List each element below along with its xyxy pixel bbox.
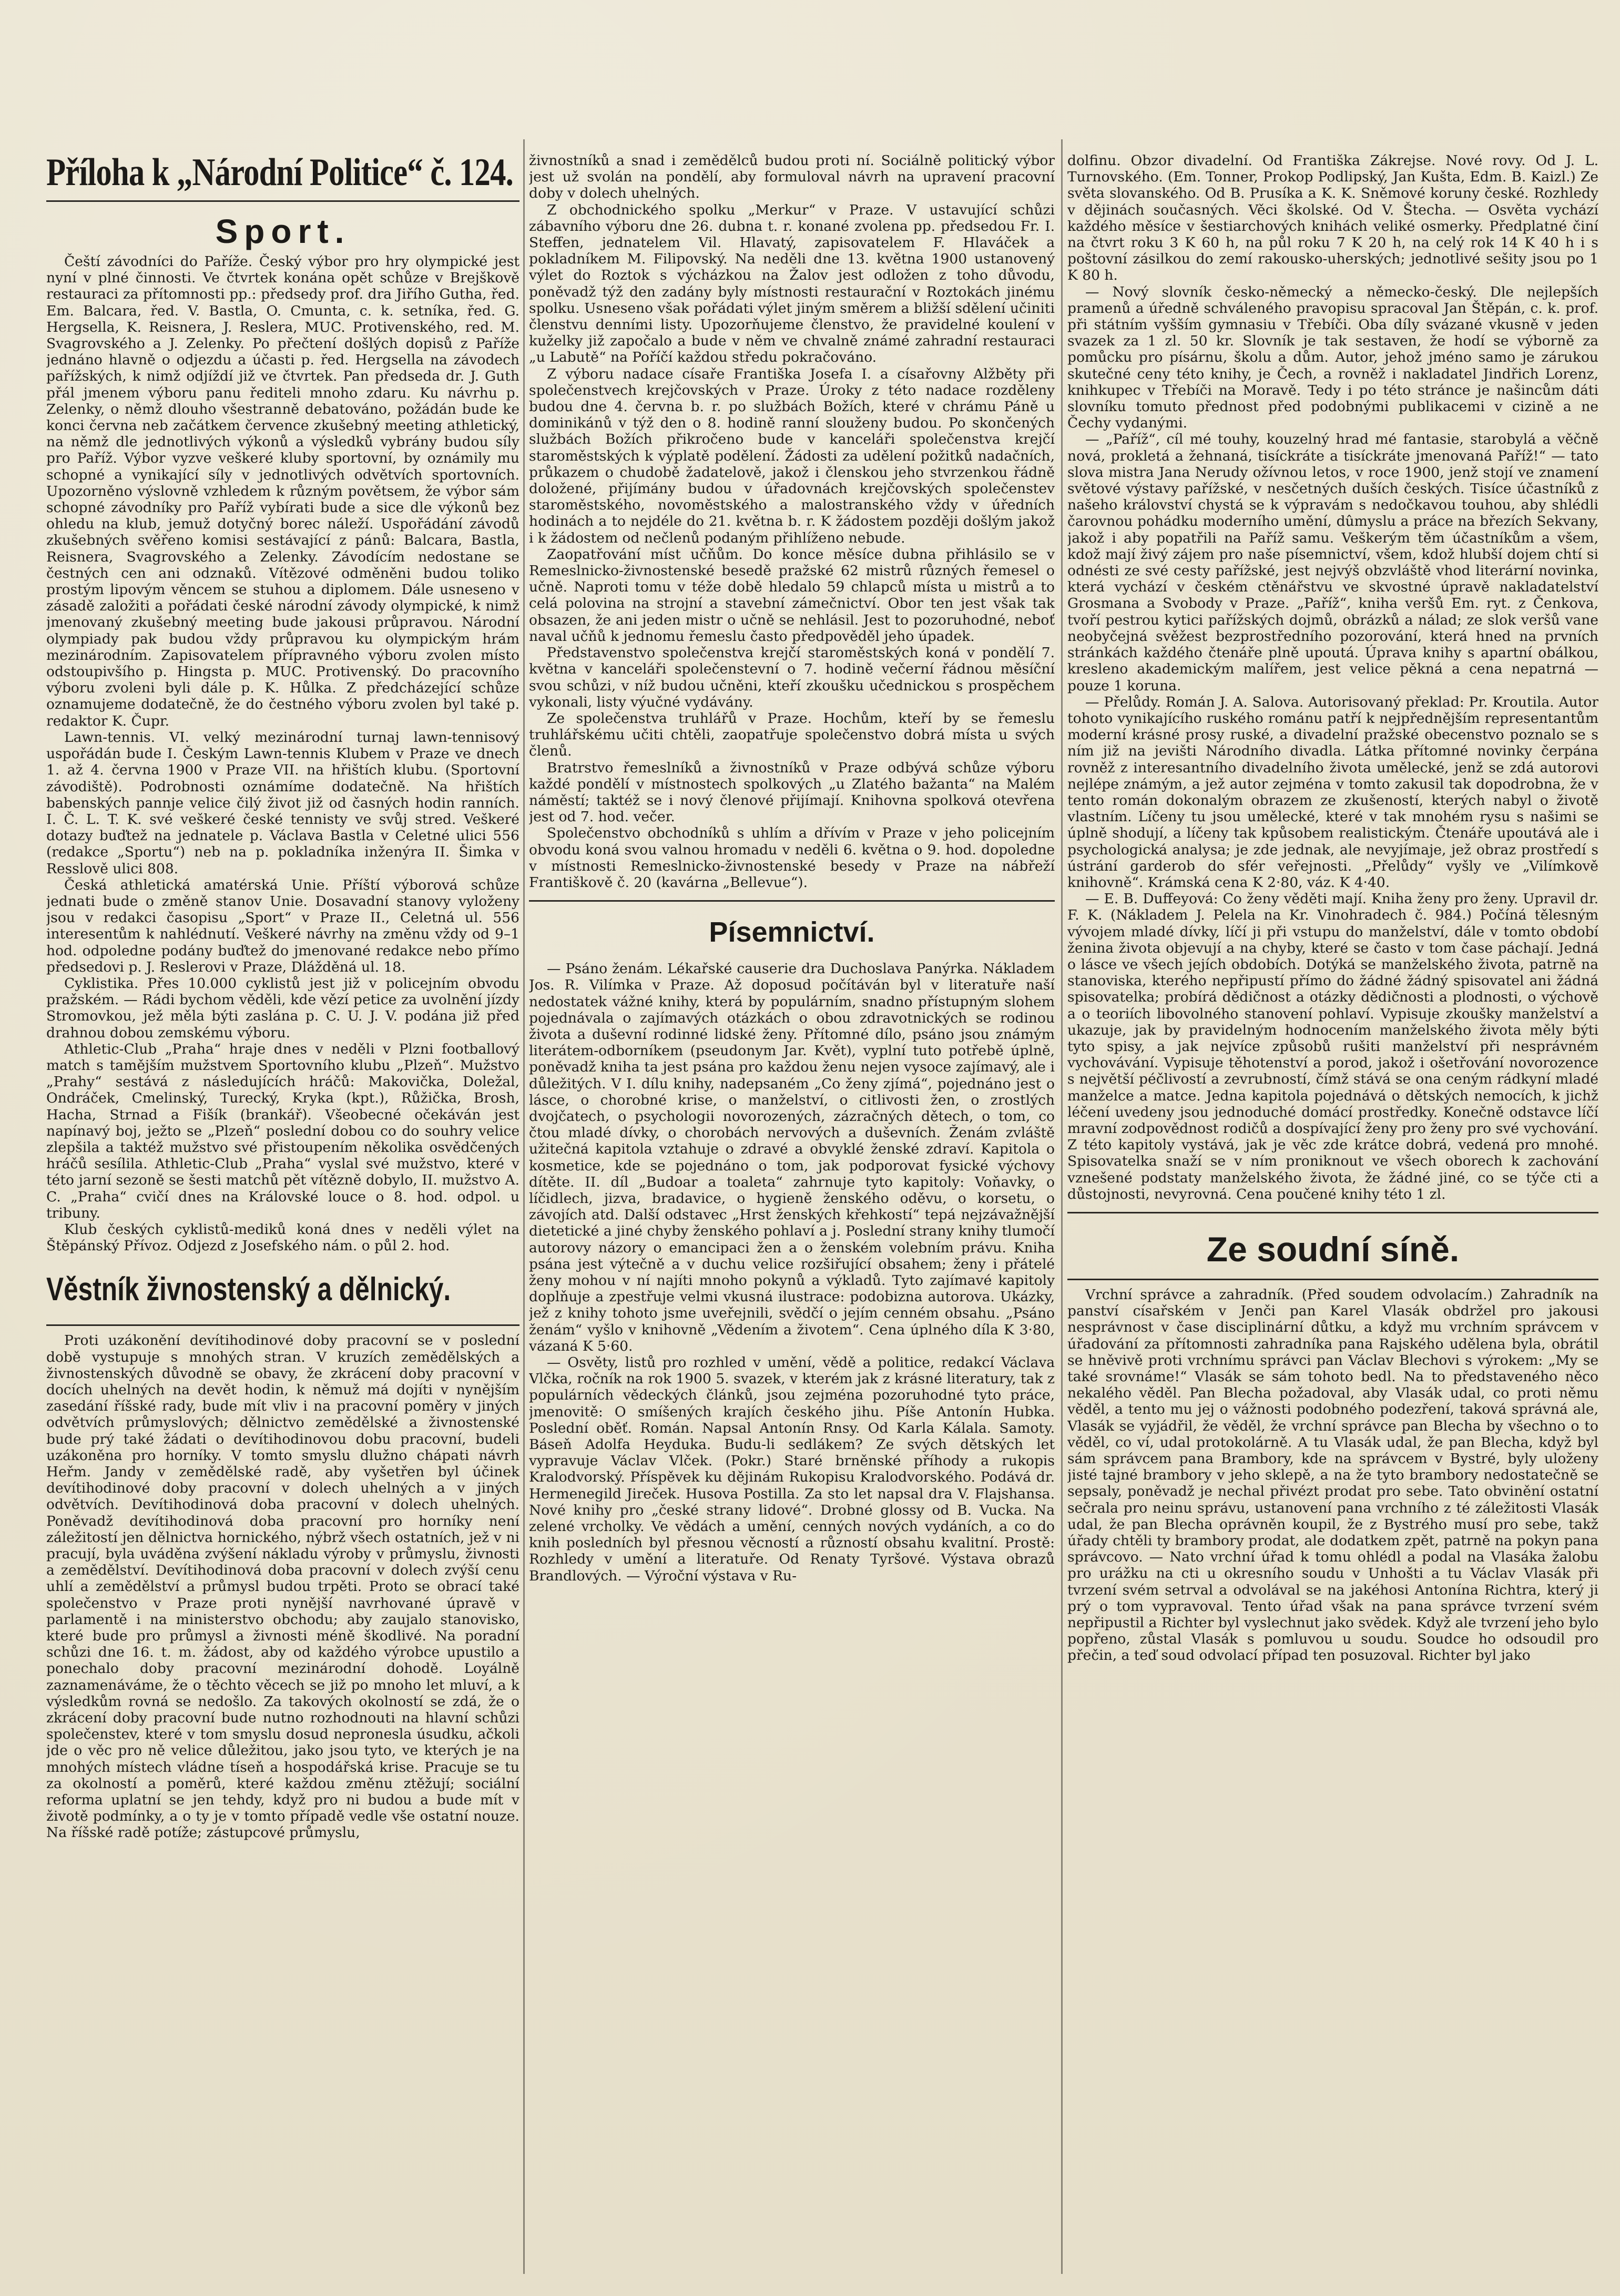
article-paragraph: Z výboru nadace císaře Františka Josefa I. a císařovny Alžběty při společenstvech krejčovských v Praze. Úroky z této nadace rozděleny budou dne 4. června b. r. po službách Božích, které v chrámu Páně u dominikánů v týž den o 8. hodině ranní slouženy budou. Po skončených službách Božích přikročeno bude v kanceláři společenstva krejčí staroměstských k výplatě podělení. Žádosti za udělení požitků nadačních, průkazem o chudobě žadatelově, jakož i členskou jeho stvrzenkou řádně doložené, přijímány budou v úřadovnách krejčovských společenstev staroměstského, novoměstského a malostranského vždy v úředních hodinách a to nejdéle do 21. května b. r. K žádostem později došlým jakož i k žádostem od nečlenů podaným přihlíženo nebude.: [529, 365, 1055, 546]
column-top-space: [1067, 0, 1598, 152]
title-rule: [1067, 1212, 1598, 1213]
vestnik-articles: [46, 1332, 519, 1841]
section-title-vestnik: Věstník živnostenský a dělnický.: [46, 1271, 451, 1308]
article-paragraph: — „Paříž“, cíl mé touhy, kouzelný hrad mé fantasie, starobylá a věčně nová, prokletá a žehnaná, tisíckráte a tisíckráte jmenovaná Paříž!“ — tato slova mistra Jana Nerudy ožívnou letos, v roce 1900, jenž stojí ve znamení světové výstavy pařížské, v nesčetných duších českých. Tisíce účastníků z našeho království chystá se k výpravám s nedočkavou touhou, aby shlédli čarovnou pohádku moderního umění, dûmyslu a práce na březích Sekvany, jakož i aby popatřili na Paříž samu. Veškerým těm účastníkům a všem, kdož mají živý zájem pro naše písemnictví, všem, kdož hlubší dojem chtí si odnésti ze své cesty pařížské, jest nejvýš obzvláště vhod literární novinka, která vychází v českém ctěnářstvu ve skvostné úpravě nakladatelství Grosmana a Svobody v Praze. „Paříž“, kniha veršů Em. ryt. z Čenkova, tvoří pestrou kytici pařížských dojmů, obrázků a nálad; ze slok veršů vane neobyčejná svěžest bezprostředního pozorování, která hned na prvních stránkách každého čtenáře plně upoutá. Úprava knihy s apartní obálkou, kresleno akademickým malířem, jest velice pěkná a cena nepatrná — pouze 1 koruna.: [1067, 431, 1598, 694]
article-paragraph: Z obchodnického spolku „Merkur“ v Praze. V ustavující schůzi zábavního výboru dne 26. dubna t. r. konané zvolena pp. předsedou Fr. I. Steffen, jednatelem Vil. Hlavatý, zapisovatelem F. Hlaváček a pokladníkem M. Filipovský. Na neděli dne 13. května 1900 ustanovený výlet do Roztok s výcházkou na Žalov jest odložen z toho důvodu, poněvadž týž den zadány byly místnosti restaurační v Roztokách jinému spolku. Usneseno však pořádati výlet jiným směrem a bližší sdělení učiniti členstvu denními listy. Upozorňujeme členstvo, že pravidelné koulení v kuželky již započalo a bude v něm ve chvalně známé zahradní restauraci „u Labutě“ na Poříčí každou středu pokračováno.: [529, 201, 1055, 366]
article-paragraph: dolfinu. Obzor divadelní. Od Františka Zákrejse. Nové rovy. Od J. L. Turnovského. (Em. Tonner, Prokop Podlipský, Jan Kušta, Edm. B. Kaizl.) Ze světa slovanského. Od B. Prusíka a K. K. Sněmové koruny české. Rozhledy v dějinách současných. Věci školské. Od V. Štecha. — Osvěta vychází každého měsíce v šestiarchových knihách veliké osmerky. Předplatné činí na čtvrt roku 3 K 60 h, na půl roku 7 K 20 h, na celý rok 14 K 40 h i s poštovní zásilkou do zemí rakousko-uherských; jednotlivé sešity jsou po 1 K 80 h.: [1067, 152, 1598, 284]
sport-articles: [46, 253, 519, 1254]
article-paragraph: Vrchní správce a zahradník. (Před soudem odvolacím.) Zahradník na panství císařském v Jenči pan Karel Vlasák obdržel pro jakousi nesprávnost v čase disciplinární důtku, a když mu vrchním správcem v úřadování za přítomnosti zahradníka pana Rajského udělena byla, obrátil se hněvivě proti vrchnímu správci pan Václav Blechovi s výrokem: „My se také srovnáme!“ Vlasák se sám tohoto bedl. Na to představeného něco nekalého věděl. Pan Blecha požadoval, aby Vlasák udal, co proti němu věděl, a tento mu jej o vážnosti podobného podezření, taková správná ale, Vlasák se vyjádřil, že věděl, že vrchní správce pan Blecha by všechno o to věděl, co ví, udal protokolárně. A tu Vlasák udal, že pan Blecha, když byl sám správcem pana Brambory, kde na správcem v Bystré, byly uloženy jisté tajné brambory v jeho sklepě, a na že tyto brambory nedostatečně se sepsaly, poněvadž je nechal přivézt prodat pro sebe. Tato obvinění ostatní sečrala pro neinu správu, ustanovení pana vrchního z té záležitosti Vlasák udal, že pan Blecha oprávněn koupil, že z Bystrého musí pro sebe, takž úřady chtěli ty brambory prodat, ale dodatkem zpět, patrně na pokyn pana správcovo. — Nato vrchní úřad k tomu ohlédl a podal na Vlasáka žalobu pro urážku na cti u okresního soudu v Unhošti a tu Václav Vlasák při tvrzení svém setrval a odvolával se na jakéhosi Antonína Richtra, který ji prý o tom vypravoval. Tento úřad však na pana správce tvrzení svém nepřipustil a Richter byl vyslechnut jako svědek. Když ale tvrzení jeho bylo popřeno, zůstal Vlasák s pomluvou u soudu. Soudce ho odsoudil pro přečin, a teď soud odvolací případ ten posuzoval. Richter byl jako: [1067, 1287, 1598, 1664]
article-paragraph: živnostníků a snad i zemědělců budou proti ní. Sociálně politický výbor jest už svolán na pondělí, aby formuloval návrh na upravení pracovní doby v dolech uhelných.: [529, 152, 1055, 202]
column-divider: [1061, 139, 1063, 2274]
article-paragraph: Klub českých cyklistů-mediků koná dnes v neděli výlet na Štěpánský Přívoz. Odjezd z Josefského nám. o půl 2. hod.: [46, 1221, 519, 1254]
article-paragraph: — E. B. Duffeyová: Co ženy věděti mají. Kniha ženy pro ženy. Upravil dr. F. K. (Nákladem J. Pelela na Kr. Vinohradech č. 984.) Počíná tělesným vývojem mladé dívky, líčí ji při vstupu do manželství, dále v tomto období ženina života objevují a na chyby, které se často v tom čase páchají. Jedná o lásce ve všech jejích obdobích. Dotýká se manželského života, patrně na stanoviska, kterého nepřipustí přímo do žádné žádný spisovatel ani žádná spisovatelka; probírá dědičnost a otázky dědičnosti a plodnosti, o výchově a o teoriích libovolného stanovení pohlaví. Vypisuje zkoušky manželství a ukazuje, jak by pravidelným hodnocením manželského života měly býti tyto spisy, a jak nejvíce způsobů rušiti manželství při nesprávném vychovávání. Vypisuje těhotenství a porod, jakož i ošetřování novorozence s největší péčlivostí a zevrubností, čímž stává se ona ceným rádkyní mladé manželce a matce. Jedna kapitola pojednává o dětských nemocích, k jichž léčení uvedeny jsou jednoduché domácí prostředky. Konečně odstavce líčí mravní zodpovědnost rodičů a dospívající ženy pro ženy pro své vychování. Z této kapitoly vystává, jak je věc zde krátce dobrá, vedená pro mnohé. Spisovatelka snaží se v ním proniknout ve všech oborech k zachování vznešené podstaty manželského života, že žádné jiné, co se týče cti a důstojnosti, nevyrovná. Cena poučené knihy této 1 zl.: [1067, 891, 1598, 1202]
article-paragraph: Bratrstvo řemeslníků a živnostníků v Praze odbývá schůze výboru každé pondělí v místnostech spolkových „u Zlatého bažanta“ na Malém náměstí; taktéž se i nový členové přijímají. Knihovna spolková otevřena jest od 7. hod. večer.: [529, 759, 1055, 825]
title-rule: [529, 900, 1055, 902]
section-title-sport: Sport.: [215, 212, 351, 250]
article-paragraph: Cyklistika. Přes 10.000 cyklistů jest již v policejním obvodu pražském. — Rádi bychom věděli, kde vězí petice za uvolnění jízdy Stromovkou, jež měla býti zaslána p. C. U. J. V. podána již před drahnou dobou zemskému výboru.: [46, 975, 519, 1041]
article-paragraph: Ze společenstva truhlářů v Praze. Hochům, kteří by se řemeslu truhlářskému učiti chtěli, zaopatřuje společenstvo dobrá místa u svých členů.: [529, 710, 1055, 760]
article-paragraph: — Nový slovník česko-německý a německo-český. Dle nejlepších pramenů a úředně schváleného pravopisu spracoval Jan Štěpán, c. k. prof. při státním vyšším gymnasiu v Třebíči. Oba díly svázané vkusně v jeden svazek za 1 zl. 50 kr. Slovník je tak sestaven, že hodí se výborně za pomůcku pro písárnu, školu a dům. Autor, jehož jméno samo je zárukou skutečné ceny této knihy, je Čech, a rovněž i nakladatel Jindřich Lorenz, knihkupec v Třebíči na Moravě. Tedy i po této stránce je našincům dáti slovníku tomuto přednost před podobnými publikacemi v cizině a ne Čechy vydanými.: [1067, 283, 1598, 432]
title-rule: [1067, 1279, 1598, 1280]
article-paragraph: — Psáno ženám. Lékařské causerie dra Duchoslava Panýrka. Nákladem Jos. R. Vilímka v Praze. Až doposud počítáván byl v literatuře naší nedostatek vážné knihy, která by populárním, snadno přístupným slohem pojednávala o zajímavých otázkách o obou zdravotnických se rodinou života a duševní rodinné lidské ženy. Přítomné dílo, psáno jsou známým literátem-odborníkem (pseudonym Jar. Květ), vyplní tuto potřebě úplně, poněvadž kniha ta jest psána pro každou ženu nejen vysoce zajímavý, ale i důležitých. V I. dílu knihy, nadepsaném „Co ženy zjímá“, pojednáno jest o lásce, o chorobné krise, o manželství, o citlivosti žen, o zrostlých dvojčatech, o psychologii novorozených, zázračných dětech, o tom, co čtou mladé dívky, o chorobách nervových a duševních. Ženám zvláště užitečná kapitola vztahuje o zdravé a obvyklé ženské zdraví. Kapitola o kosmetice, kde se pojednáno o tom, jak podporovat fysické výchovy dítěte. II. díl „Budoar a toaleta“ zahrnuje tyto kapitoly: Voňavky, o líčidlech, jizva, bradavice, o hygieně ženského oděvu, o korsetu, o závojích atd. Další odstavec „Hrst ženských křehkostí“ tepá nejzávažnější dietetické a jiné chyby ženského pohlaví a j. Poslední strany knihy tlumočí autorovy názory o emancipaci žen a o ženském volebním právu. Kniha psána jest výtečně a v duchu velice rozšiřující obsahem; ženy i přátelé ženy mohou v ní najíti mnoho pokynů a výkladů. Tyto zajímavé kapitoly doplňuje a zpestřuje velmi vkusná ilustrace: podobizna autorova. Ukázky, jež z knihy tohoto jsme uveřejnili, svědčí o jejím cenném obsahu. „Psáno ženám“ vyšlo v knihovně „Vědením a životem“. Cena úplného díla K 3·80, vázaná K 5·60.: [529, 961, 1055, 1354]
article-paragraph: Zaopatřování míst učňům. Do konce měsíce dubna přihlásilo se v Remeslnicko-živnostenské besedě pražské 62 mistrů různých řemesel o učně. Naproti tomu v téže době hledalo 59 chlapců místa u mistrů a to celá polovina na strojní a stavební zámečnictví. Obor ten jest však tak obsazen, že ani jeden mistr o učně se nehlásil. Jest to pozoruhodné, neboť naval učňů k jednomu řemeslu často předpověděl jeho úpadek.: [529, 546, 1055, 645]
article-paragraph: Lawn-tennis. VI. velký mezinárodní turnaj lawn-tennisový uspořádán bude I. Českým Lawn-tennis Klubem v Praze ve dnech 1. až 4. června 1900 v Praze VII. na hřištích klubu. (Sportovní závodiště). Podrobnosti oznámíme dodatečně. Na hřištích babenských pannje velice čilý život již od časných hodin ranních. I. Č. L. T. K. své veškeré české tennisty ve svůj stred. Veškeré dotazy buďtež na jednatele p. Václava Bastla v Celetné ulici 556 (redakce „Sportu“) neb na p. pokladníka inženýra II. Šimka v Resslově ulici 808.: [46, 729, 519, 877]
article-paragraph: Čeští závodníci do Paříže. Český výbor pro hry olympické jest nyní v plné činnosti. Ve čtvrtek konána opět schůze v Brejškově restauraci za přítomnosti pp.: předsedy prof. dra Jiřího Gutha, řed. Em. Balcara, řed. V. Bastla, O. Cmunta, c. k. setníka, řed. G. Hergsella, K. Reisnera, J. Reslera, MUC. Protivenského, red. M. Svagrovského a J. Zelenky. Po přečtení došlých dopisů z Paříže jednáno hlavně o odjezdu a účasti p. řed. Hergsella na závodech pařížských, k nimž odjíždí již ve čtvrtek. Pan předseda dr. J. Guth přál jmenem výboru panu řediteli mnoho zdaru. Ku návrhu p. Zelenky, o němž dlouho všestranně debatováno, požádán bude ke konci června neb začátkem července zkušebný meeting athletický, na němž dle jednotlivých výkonů a výsledků vybrány budou síly pro Paříž. Výbor vyzve veškeré kluby sportovní, by oznámily mu schopné a vynikající síly v jednotlivých odvětvích sportovních. Upozorněno výslovně vzhledem k různým povětsem, že výbor sám schopné závodníky pro Paříž vybírati bude a sice dle výkonů bez ohledu na klub, jemuž dotyčný borec náleží. Uspořádání závodů zkušebných svěřeno komisi sestávající z pánů: Balcara, Bastla, Reisnera, Svagrovského a Zelenky. Závodícím nedostanе se čestných cen ani odznaků. Vítězové odměněni budou toliko prostým lipovým věncem se stuhou a diplomem. Dále usneseno v zásadě založiti a pořádati české národní závody olympické, k nimž jmenovaný zkušebný meeting bude jakousi průpravou. Národní olympiady pak budou vždy průpravou ku olympickým hrám mezinárodním. Zapisovatelem přípravného výboru zvolen místo odstoupivšího p. Hingsta p. MUC. Protivenský. Do pracovního výboru zvoleni byli dále p. K. Hůlka. Z předcházející schůze oznamujeme dodatečně, že do čestného výboru zvolen byl také p. redaktor K. Čupr.: [46, 253, 519, 729]
column-right: [1067, 0, 1598, 2296]
article-paragraph: Společenstvo obchodníků s uhlím a dřívím v Praze v jeho policejním obvodu koná svou valnou hromadu v neděli 6. května o 9. hod. dopoledne v místnosti Remeslnicko-živnostenské besedy v Praze na nábřeží Františkově č. 20 (kavárna „Bellevue“).: [529, 825, 1055, 891]
article-paragraph: Athletic-Club „Praha“ hraje dnes v neděli v Plzni footballový match s tamějším mužstvem Sportovního klubu „Plzeň“. Mužstvo „Prahy“ sestává z následujících hráčů: Makovička, Doležal, Ondráček, Cmelinský, Turecký, Kryka (kpt.), Růžička, Brosh, Hacha, Strnad a Fišík (brankář). Všeobecné očekáván jest napínavý boj, ježto se „Plzeň“ poslední dobou co do souhry velice zlepšila a taktéž mužstvo své přistoupením několika osvědčených hráčů sesílila. Athletic-Club „Praha“ vyslal své mužstvo, které v této jarní sezoně se šesti matchů pět vítězně dobylo, II. mužstvo A. C. „Praha“ cvičí dnes na Královské louce o 8. hod. odpol. u tribuny.: [46, 1040, 519, 1221]
section-title-pisemnictvi: Písemnictví.: [709, 916, 875, 948]
column-divider: [523, 139, 525, 2274]
article-paragraph: Představenstvo společenstva krejčí staroměstských koná v pondělí 7. května v kanceláři společenstevní o 7. hodině večerní řádnou měsíční svou schůzi, v níž budou učněni, kteří zkoušku učednickou s prospěchem vykonali, listy výučné vydávány.: [529, 645, 1055, 710]
column-top-space: [529, 0, 1055, 152]
article-paragraph: Proti uzákonění devítihodinové doby pracovní se v poslední době vystupuje s mnohých stran. V kruzích zemědělských a živnostenských důvodně se obavy, že zkrácení doby pracovní v docích uhelných na devět hodin, k němuž má dojíti v nynějším zasedání říšské rady, bude mít vliv i na pracovní poměry v jiných odvětvích průmyslových; dělnictvo zemědělské a živnostenské bude prý také žádati o devítihodinovou dobu pracovní, budeli uzákoněna pro horníky. V tomto smyslu dlužno chápati návrh Heřm. Jandy v zemědělské radě, aby vyšetřen byl účinek devítihodinové doby pracovní v dolech uhelných a v jiných odvětvích. Devítihodinová doba pracovní v dolech uhelných. Poněvadž devítihodinová doba pracovní pro horníky není záležitostí jen dělnictva hornického, nýbrž všech ostatních, jež v ni pracují, byla uváděna zvýšení nákladu výroby v průmyslu, živnosti a zemědělství. Devítihodinová doba pracovní v dolech zvýší cenu uhlí a zemědělství a průmysl budou trpěti. Proto se obrací také společenstvo v Praze proti nynější navrhované úpravě v parlamentě i na ministerstvo obchodu; aby zaujalo stanovisko, které bude pro průmysl a živnosti méně škodlivé. Na poradní schůzi dne 16. t. m. žádost, aby od každého výrobce upustilo a ponechalo doby pracovní mezinárodní dohodě. Loyálně zaznamenáváme, že o těchto věcech se již po mnoho let mluví, a k výsledkům rovná se nedošlo. Za takových okolností se zdá, že o zkrácení doby pracovní bude nutno rozhodnouti na hlavní schůzi společenstev, které v tom smyslu dosud nepronesla úsudku, ačkoli jde o věc pro ně velice důležitou, jako jsou tyto, ve kterých je na mnohých místech vládne tíseň a hospodářská krise. Pracuje se tu za okolností a poměrů, které každou změnu ztěžují; sociální reforma uplatní se jen tehdy, když pro ni budou a bude mít v životě podmínky, a o ty je v tomto případě vedle vše ostatní nouze. Na říšské radě potíže; zástupcové průmyslu,: [46, 1332, 519, 1841]
column-middle: [529, 0, 1055, 2296]
article-paragraph: — Osvěty, listů pro rozhled v umění, vědě a politice, redakcí Václava Vlčka, ročník na rok 1900 5. svazek, v kterém jak z krásné literatury, tak z populárních vědeckých článků, jsou zejména pozoruhodné tyto práce, jmenovitě: O smíšených krajích českého jihu. Píše Antonín Hubka. Poslední oběť. Román. Napsal Antonín Rnsy. Od Karla Kálala. Samoty. Báseň Adolfa Heyduka. Budu-li sedlákem? Ze svých dětských let vypravuje Václav Vlček. (Pokr.) Staré brněnské příhody a rukopis Kralodvorský. Příspěvek ku dějinám Rukopisu Kralodvorského. Podává dr. Hermenegild Jireček. Husova Postilla. Za sto let napsal dra V. Flajshansa. Nové knihy pro „české strany lidové“. Drobné glossy od B. Vucka. Na zelené vrcholky. Ve vědách a umění, cenných nových vydáních, a co do knih posledních byl přesnou věcností a růzností obsahu kvalitní. Prostě: Rozhledy v umění a literatuře. Od Renaty Tyršové. Výstava obrazů Brandlových. — Výroční výstava v Ru-: [529, 1354, 1055, 1584]
article-paragraph: — Přelůdy. Román J. A. Salova. Autorisovaný překlad: Pr. Kroutila. Autor tohoto vynikajícího ruského románu patří k nejpřednějším representantům moderní krásné prosy ruské, a divadelní pražské obecenstvo poznalo se s ním již na jevišti Národního divadla. Látka přítomné novinky čerpána rovněž z interesantního divadelního života umělecké, jenž se zdá autorovi nejlépe známým, a jež autor zejména v tomto zakusil tak dopodrobna, že v tento román dokonalým obrazem ze zkušeností, kterých nabyl o životě vlastním. Líčeny tu jsou umělecké, které v tak mnohém rysu s našimi se úplně shodují, a líčeny tak kpůsobem realistickým. Čtenáře upoutává ale i psychologická analysa; je zde jednak, ale nevyjímaje, jež obraz prostředí s ústrání garderob do sfér veřejnosti. „Přelůdy“ vyšly ve „Vilímkově knihovně“. Krámská cena K 2·80, váz. K 4·40.: [1067, 693, 1598, 891]
article-paragraph: Česká athletická amatérská Unie. Příští výborová schůze jednati bude o změně stanov Unie. Dosavadní stanovy vyloženy jsou v redakci časopisu „Sport“ v Praze II., Celetná ul. 556 interesentům k nahlédnutí. Veškeré návrhy na změnu vždy od 9–1 hod. odpoledne podány buďtež do jmenované redakce nebo přímo předsedovi p. J. Reslerovi v Praze, Dlážděná ul. 18.: [46, 876, 519, 975]
title-rule: [46, 1324, 519, 1326]
section-title-soudni: Ze soudní síně.: [1206, 1230, 1460, 1269]
page-title: Příloha k „Národní Politice“ č. 124.: [46, 151, 513, 194]
column-left: [46, 0, 519, 2296]
header-rule: [46, 200, 519, 202]
